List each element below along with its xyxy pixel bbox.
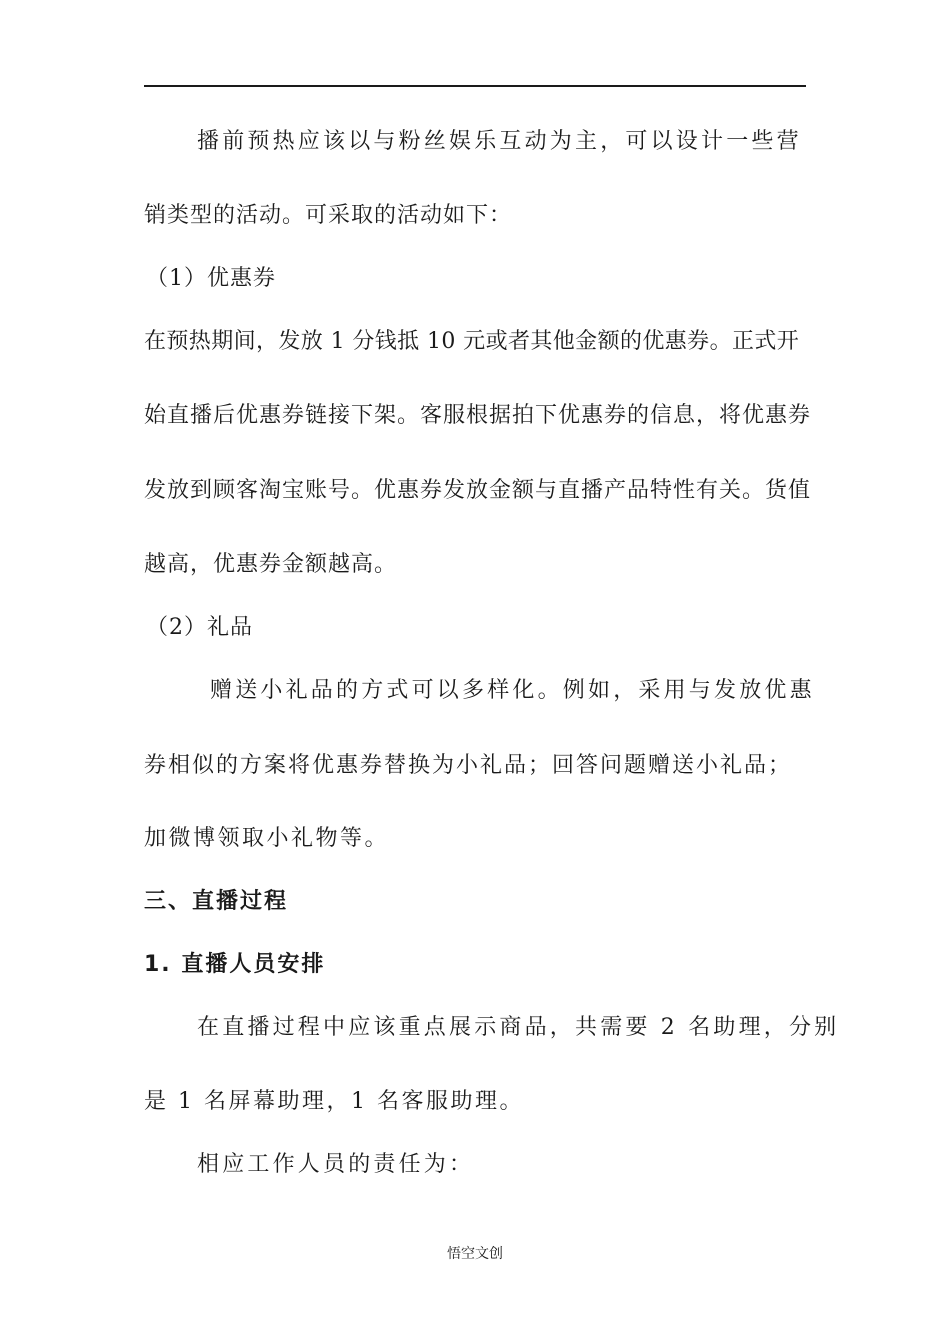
paragraph-line: 销类型的活动。可采取的活动如下：: [144, 203, 513, 228]
paragraph-line: 越高，优惠券金额越高。: [144, 552, 398, 577]
paragraph-line: 相应工作人员的责任为：: [197, 1152, 475, 1177]
paragraph-line: 始直播后优惠券链接下架。客服根据拍下优惠券的信息，将优惠券: [144, 403, 812, 428]
header-rule: [144, 85, 806, 87]
paragraph-line: 播前预热应该以与粉丝娱乐互动为主，可以设计一些营: [197, 129, 802, 154]
paragraph-line: 在直播过程中应该重点展示商品，共需要 2 名助理，分别: [197, 1015, 840, 1040]
paragraph-line: 赠送小礼品的方式可以多样化。例如，采用与发放优惠: [210, 678, 815, 703]
list-heading-coupon: （1）优惠券: [146, 266, 276, 291]
paragraph-line: 发放到顾客淘宝账号。优惠券发放金额与直播产品特性有关。货值: [144, 478, 812, 503]
footer-brand: 悟空文创: [447, 1246, 503, 1262]
subsection-heading: 1. 直播人员安排: [144, 952, 326, 977]
list-heading-gift: （2）礼品: [146, 615, 253, 640]
paragraph-line: 券相似的方案将优惠券替换为小礼品；回答问题赠送小礼品；: [144, 753, 793, 778]
paragraph-line: 加微博领取小礼物等。: [144, 826, 390, 851]
paragraph-line: 在预热期间，发放 1 分钱抵 10 元或者其他金额的优惠券。正式开: [144, 329, 800, 354]
section-heading: 三、直播过程: [144, 889, 289, 914]
paragraph-line: 是 1 名屏幕助理，1 名客服助理。: [144, 1089, 524, 1114]
